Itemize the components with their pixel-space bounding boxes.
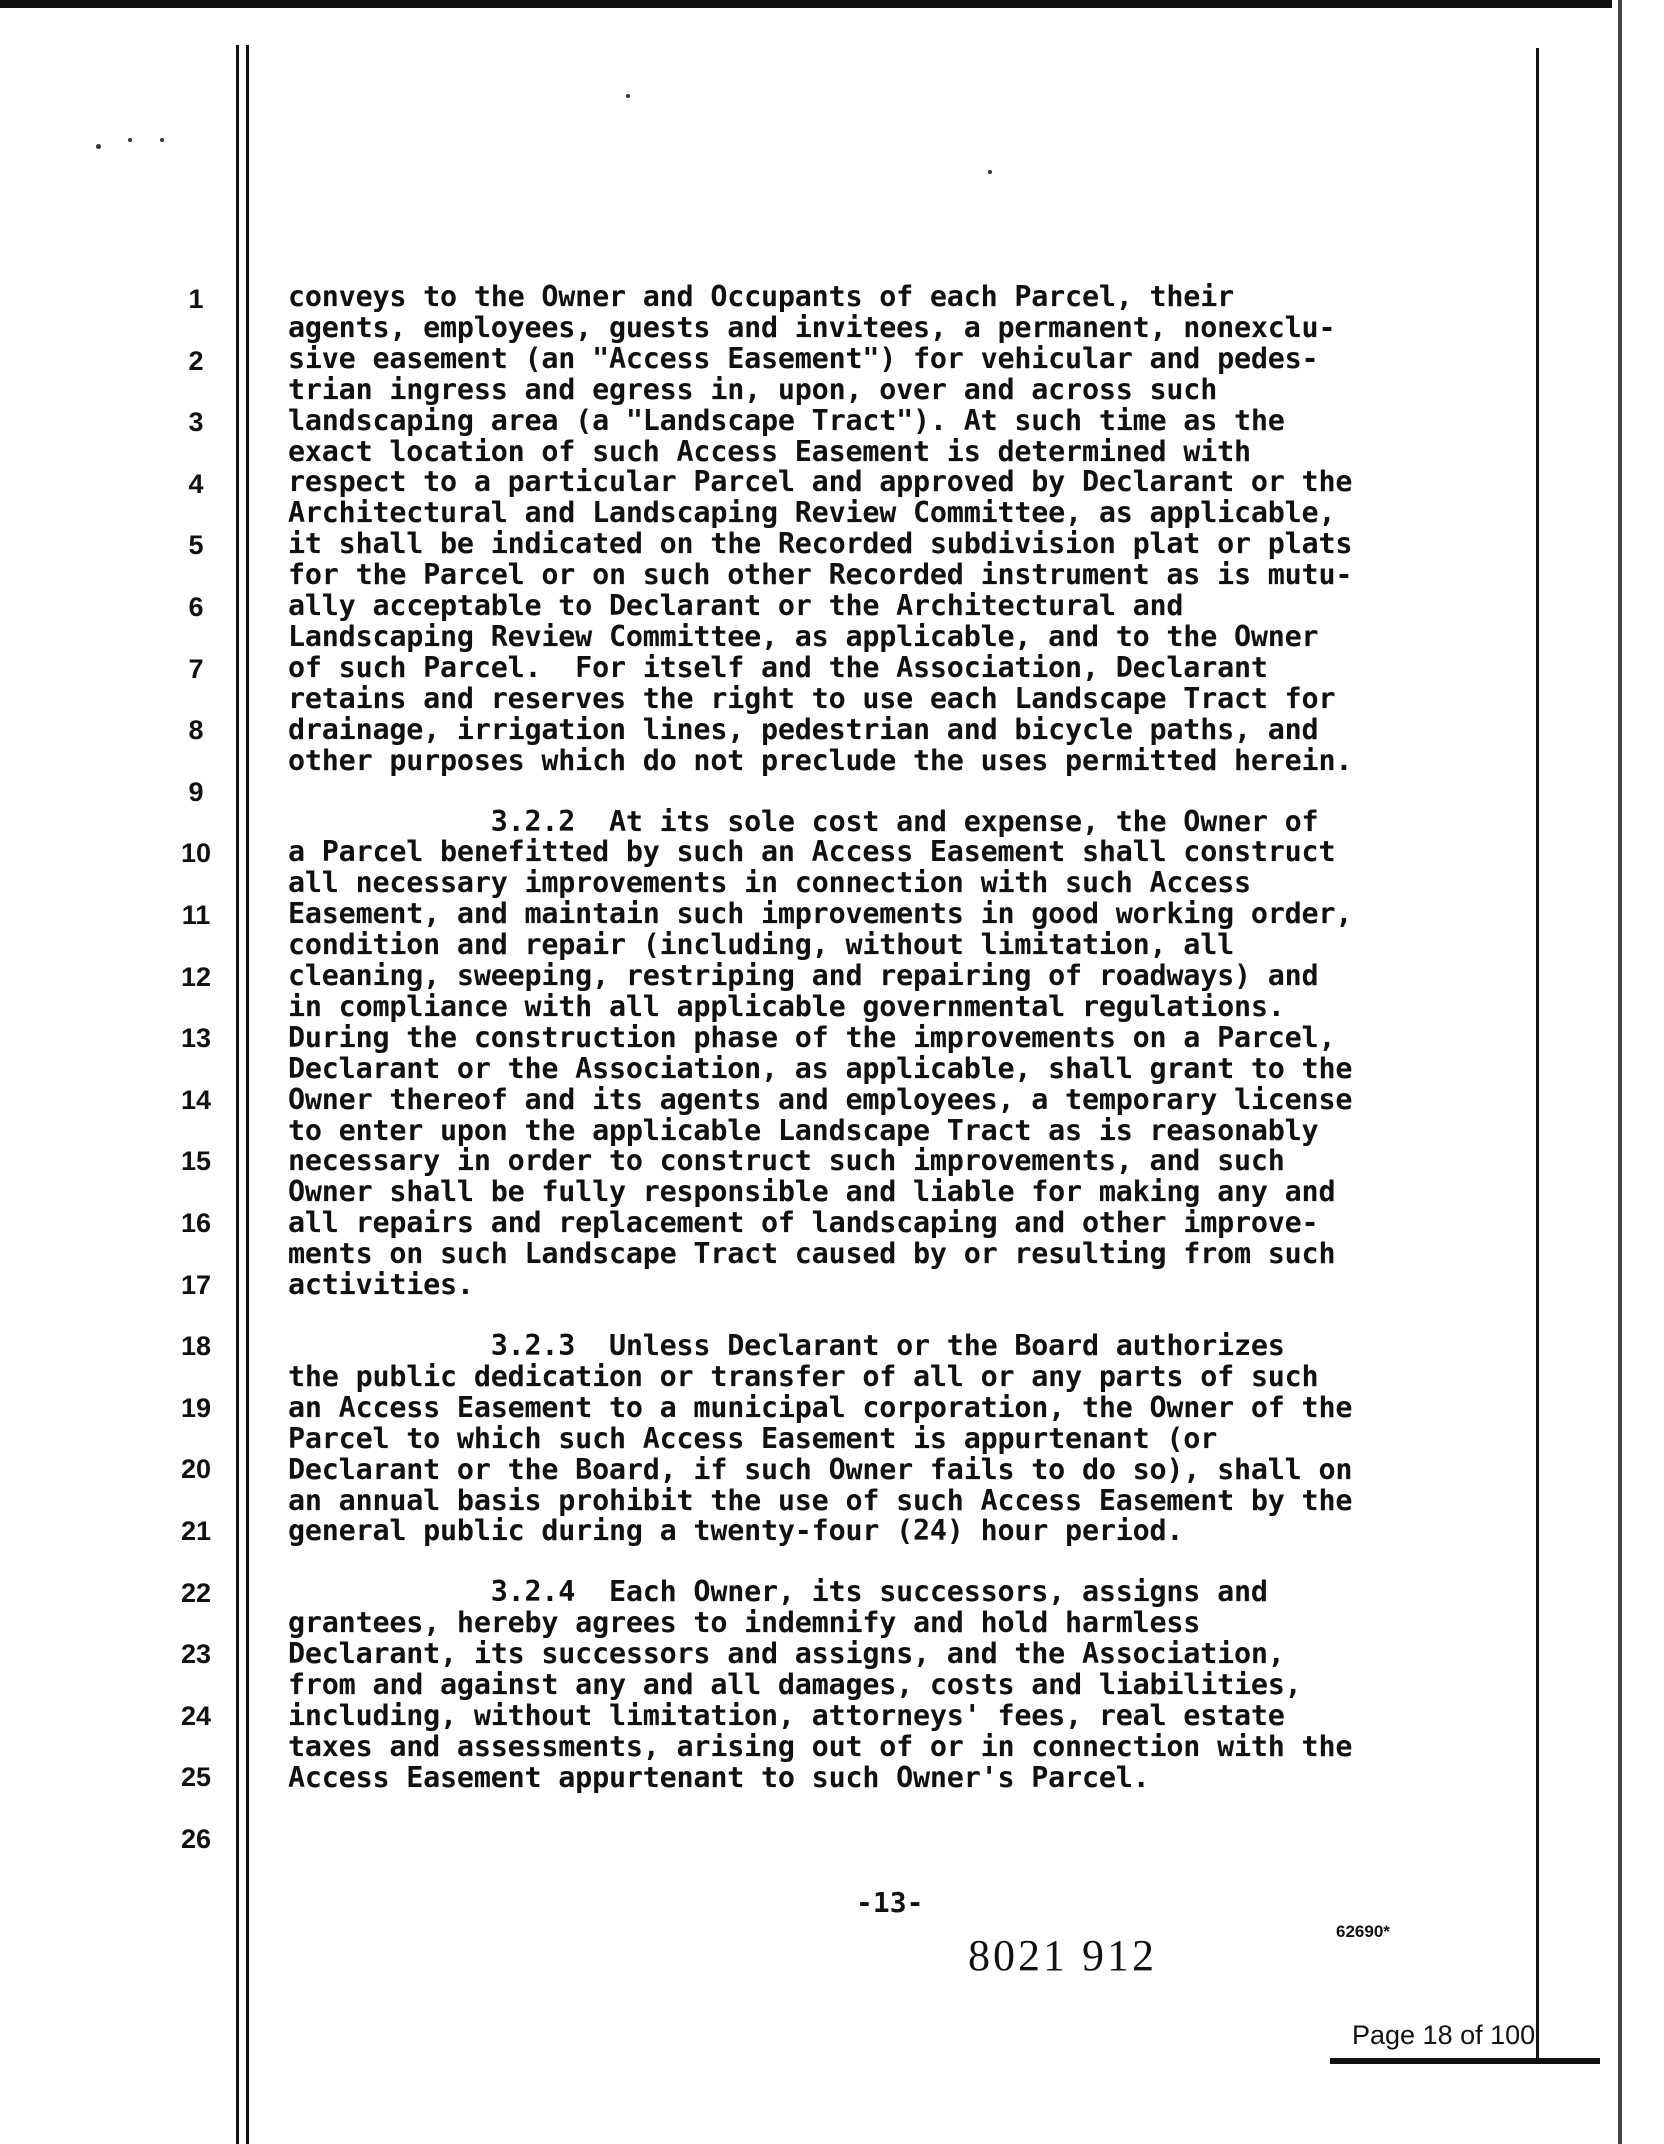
text-line: including, without limitation, attorneys' fees, real estate <box>288 1698 1285 1732</box>
paragraph-gap <box>288 1301 1508 1331</box>
recording-sub-number: 62690* <box>1336 1922 1390 1941</box>
bottom-scan-bar <box>1330 2058 1600 2064</box>
paragraph <box>288 1577 1508 1793</box>
text-line: During the construction phase of the improvements on a Parcel, <box>288 1020 1336 1054</box>
line-number: 9 <box>188 776 204 807</box>
text-line: sive easement (an "Access Easement") for vehicular and pedes- <box>288 341 1319 375</box>
line-number: 18 <box>180 1331 212 1362</box>
text-line: necessary in order to construct such improvements, and such <box>288 1144 1285 1178</box>
line-number: 23 <box>180 1639 212 1670</box>
text-line: exact location of such Access Easement is determined with <box>288 434 1251 468</box>
paragraph-gap <box>288 1547 1508 1577</box>
text-line: condition and repair (including, without limitation, all <box>288 928 1234 962</box>
right-margin-rule <box>1536 48 1539 2058</box>
text-line: all necessary improvements in connection with such Access <box>288 866 1251 900</box>
page-footer: Page 18 of 100 <box>1352 2020 1536 2050</box>
text-line: of such Parcel. For itself and the Association, Declarant <box>288 650 1268 684</box>
text-line: Landscaping Review Committee, as applicable, and to the Owner <box>288 619 1319 653</box>
line-number: 26 <box>180 1824 212 1854</box>
line-number: 8 <box>188 715 204 746</box>
line-number: 3 <box>188 407 204 438</box>
scan-speck <box>988 170 992 174</box>
line-number: 12 <box>180 961 212 992</box>
scan-speck <box>160 138 164 142</box>
text-line: an annual basis prohibit the use of such Access Easement by the <box>288 1483 1353 1517</box>
line-number: 22 <box>180 1577 212 1608</box>
text-line: 3.2.4 Each Owner, its successors, assigns and <box>288 1575 1268 1609</box>
text-line: trian ingress and egress in, upon, over and across such <box>288 372 1218 406</box>
line-number: 19 <box>180 1392 212 1423</box>
scan-speck <box>626 94 630 98</box>
left-margin-rule-inner <box>246 45 249 2144</box>
text-line: the public dedication or transfer of all or any parts of such <box>288 1359 1319 1393</box>
line-number: 4 <box>188 468 204 499</box>
text-line: grantees, hereby agrees to indemnify and hold harmless <box>288 1606 1201 1640</box>
left-margin-rule-outer <box>236 45 239 2144</box>
text-line: Access Easement appurtenant to such Owner's Parcel. <box>288 1760 1150 1794</box>
text-line: Architectural and Landscaping Review Committee, as applicable, <box>288 496 1336 530</box>
line-number: 16 <box>180 1208 212 1238</box>
line-number: 15 <box>180 1146 212 1177</box>
text-line: landscaping area (a "Landscape Tract"). At such time as the <box>288 403 1285 437</box>
text-line: Declarant, its successors and assigns, and the Association, <box>288 1637 1285 1671</box>
line-number: 25 <box>180 1762 212 1793</box>
text-line: Parcel to which such Access Easement is appurtenant (or <box>288 1421 1218 1455</box>
text-line: drainage, irrigation lines, pedestrian and bicycle paths, and <box>288 712 1319 746</box>
line-number: 10 <box>180 838 212 869</box>
text-line: retains and reserves the right to use each Landscape Tract for <box>288 681 1336 715</box>
scan-top-border <box>0 0 1620 8</box>
text-line: to enter upon the applicable Landscape Tract as is reasonably <box>288 1113 1319 1147</box>
text-line: Declarant or the Board, if such Owner fails to do so), shall on <box>288 1452 1353 1486</box>
text-line: for the Parcel or on such other Recorded instrument as is mutu- <box>288 558 1353 592</box>
line-number: 21 <box>180 1516 212 1546</box>
paragraph <box>288 804 1508 1302</box>
scan-speck <box>96 144 101 149</box>
line-number: 5 <box>188 530 204 561</box>
line-number: 6 <box>188 592 204 622</box>
text-line: all repairs and replacement of landscaping and other improve- <box>288 1206 1319 1240</box>
text-line: Easement, and maintain such improvements in good working order, <box>288 897 1353 931</box>
scan-speck <box>128 138 132 142</box>
text-line: 3.2.3 Unless Declarant or the Board authorizes <box>288 1329 1285 1362</box>
text-line: ally acceptable to Declarant or the Architectural and <box>288 589 1184 623</box>
page-number: -13- <box>856 1886 924 1919</box>
paragraph <box>288 282 1508 777</box>
text-line: it shall be indicated on the Recorded subdivision plat or plats <box>288 527 1353 561</box>
text-line: Declarant or the Association, as applicable, shall grant to the <box>288 1051 1353 1085</box>
line-number: 11 <box>181 900 211 930</box>
text-line: in compliance with all applicable governmental regulations. <box>288 989 1285 1023</box>
recording-number: 8021 912 <box>968 1931 1157 1980</box>
paragraph-gap <box>288 777 1508 807</box>
text-line: general public during a twenty-four (24) hour period. <box>288 1514 1184 1548</box>
text-line: agents, employees, guests and invitees, a permanent, nonexclu- <box>288 310 1336 344</box>
text-line: taxes and assessments, arising out of or in connection with the <box>288 1729 1353 1763</box>
text-line: an Access Easement to a municipal corporation, the Owner of the <box>288 1390 1353 1424</box>
line-number: 13 <box>180 1023 212 1054</box>
text-line: conveys to the Owner and Occupants of each Parcel, their <box>288 280 1234 313</box>
line-number: 2 <box>188 345 204 376</box>
document-body <box>288 282 1508 1794</box>
text-line: respect to a particular Parcel and approved by Declarant or the <box>288 465 1353 499</box>
text-line: other purposes which do not preclude the uses permitted herein. <box>288 743 1353 777</box>
line-number: 14 <box>180 1084 212 1115</box>
scan-right-edge <box>1612 0 1664 2144</box>
text-line: Owner shall be fully responsible and liable for making any and <box>288 1175 1336 1209</box>
line-number: 1 <box>188 284 204 314</box>
line-number: 20 <box>180 1454 212 1485</box>
text-line: from and against any and all damages, costs and liabilities, <box>288 1668 1302 1702</box>
line-number: 17 <box>180 1269 212 1300</box>
text-line: ments on such Landscape Tract caused by or resulting from such <box>288 1237 1336 1271</box>
text-line: activities. <box>288 1268 474 1302</box>
line-number: 7 <box>188 653 204 684</box>
line-number: 24 <box>180 1700 212 1731</box>
text-line: a Parcel benefitted by such an Access Easement shall construct <box>288 835 1336 869</box>
text-line: Owner thereof and its agents and employees, a temporary license <box>288 1082 1353 1116</box>
text-line: cleaning, sweeping, restriping and repairing of roadways) and <box>288 959 1319 993</box>
text-line: 3.2.2 At its sole cost and expense, the Owner of <box>288 804 1319 838</box>
paragraph <box>288 1331 1508 1547</box>
